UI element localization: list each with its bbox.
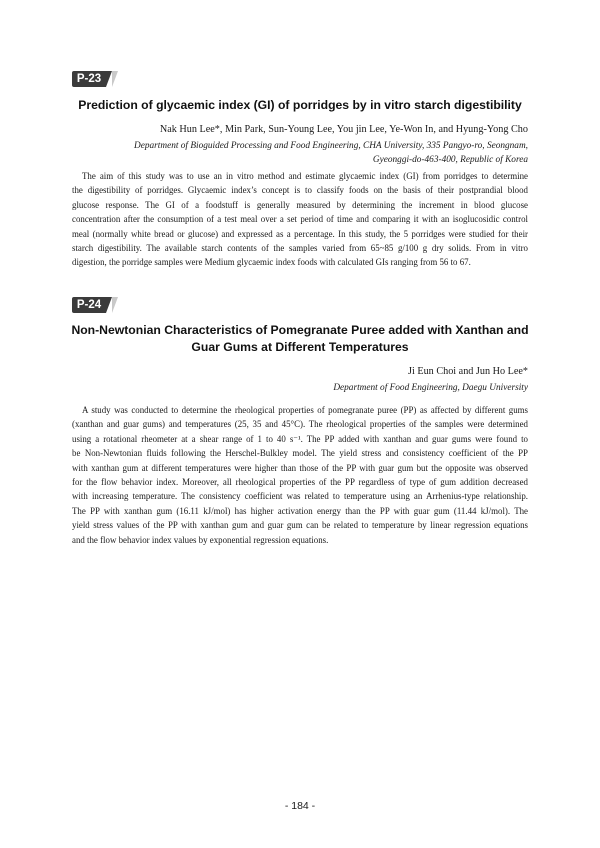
- paper-affiliation: [108, 381, 528, 395]
- paper-abstract: [72, 169, 528, 270]
- paper-title: [60, 322, 540, 356]
- abstract-line: with increasing temperature. The consistency coefficient was related to temperature using an Arrhenius-type relationship.: [72, 491, 528, 502]
- paper-abstract: [72, 403, 528, 547]
- paper-title-line: Prediction of glycaemic index (GI) of porridges by in vitro starch digestibility: [78, 98, 522, 112]
- abstract-line: yield stress values of the PP with xanthan gum and guar gum can be related to temperature by linear regression equations: [72, 520, 528, 531]
- abstract-line: meal (normally white bread or glucose) and expressed as a percentage. In this study, the 5 porridges were studied for their: [72, 228, 528, 239]
- abstract-line: The PP with xanthan gum (16.11 kJ/mol) has higher activation energy than the PP with guar gum (11.44 kJ/mol). The: [72, 505, 528, 516]
- abstract-line: starch digestibility. The available starch contents of the samples varied from 65~85 g/100 g dry solids. From in vitro: [72, 243, 528, 254]
- abstract-line: for the flow behavior index. Moreover, all rheological properties of the PP regardless of type of gum addition decreased: [72, 477, 528, 488]
- paper-authors: Nak Hun Lee*, Min Park, Sun-Young Lee, You jin Lee, Ye-Won In, and Hyung-Yong Cho: [159, 124, 528, 135]
- abstract-line: using a rotational rheometer at a shear range of 1 to 40 s⁻¹. The PP added with xanthan and guar gums were found to: [72, 433, 528, 444]
- abstract-line: (xanthan and guar gums) and temperatures (25, 35 and 45°C). The rheological properties of the samples were determined: [72, 419, 528, 430]
- abstract-line: A study was conducted to determine the rheological properties of pomegranate puree (PP) as affected by different gums: [82, 405, 528, 415]
- page-number: - 184 -: [284, 800, 316, 812]
- abstract-line: with xanthan gum at different temperatures were higher than those of the PP with guar gum but the opposite was observed: [72, 462, 528, 473]
- paper-code-badge: [72, 71, 120, 87]
- abstract-line: the digestibility of porridges. Glycaemic index’s concept is to classify foods on the basis of their postprandial blood: [72, 185, 528, 196]
- abstract-line: and the flow behavior index values by exponential regression equations.: [72, 534, 329, 545]
- affiliation-line: Department of Food Engineering, Daegu University: [333, 383, 528, 393]
- paper-title-line: Non-Newtonian Characteristics of Pomegranate Puree added with Xanthan and: [71, 323, 529, 337]
- paper-authors: Ji Eun Choi and Jun Ho Lee*: [408, 366, 528, 377]
- affiliation-line: Gyeonggi-do-463-400, Republic of Korea: [372, 155, 528, 165]
- paper-code: P-23: [72, 71, 106, 87]
- abstract-line: be Non-Newtonian fluids following the Herschel-Bulkley model. The yield stress and consistency coefficient of the PP: [72, 448, 528, 459]
- abstract-line: The aim of this study was to use an in vitro method and estimate glycaemic index (GI) from porridges to determine: [82, 171, 528, 181]
- abstract-line: glucose response. The GI of a foodstuff is generally measured by determining the increment in blood glucose: [72, 199, 528, 210]
- abstract-line: digestion, the porridge samples were Medium glycaemic index foods with calculated GIs ranging from 56 to 67.: [72, 257, 471, 268]
- paper-code: P-24: [72, 297, 106, 313]
- paper-code-badge: [72, 297, 120, 313]
- paper-affiliation: [108, 139, 528, 167]
- abstract-line: concentration after the consumption of a test meal over a set period of time and comparing it with an isoglucosidic control: [72, 214, 528, 225]
- paper-title-line: Guar Gums at Different Temperatures: [191, 340, 409, 354]
- paper-title: [60, 97, 540, 114]
- affiliation-line: Department of Bioguided Processing and Food Engineering, CHA University, 335 Pangyo-ro, Seongnam,: [134, 141, 528, 151]
